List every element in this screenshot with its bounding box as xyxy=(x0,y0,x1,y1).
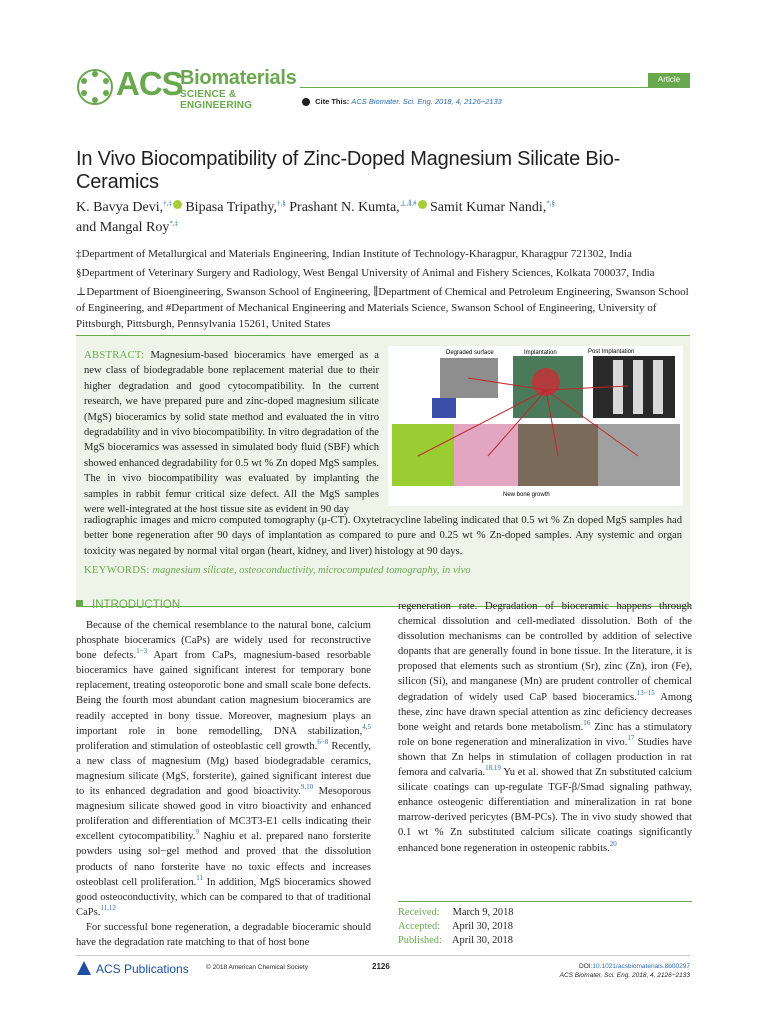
author-name[interactable]: and Mangal Roy xyxy=(76,220,170,235)
label-new-bone: New bone growth xyxy=(503,492,550,498)
paragraph: For successful bone regeneration, a degradable bioceramic should have the degradation rate matching to that of host bone xyxy=(76,921,371,948)
doi-link[interactable]: 10.1021/acsbiomaterials.8b00297 xyxy=(592,963,690,970)
journal-logo xyxy=(76,66,296,110)
section-square-icon xyxy=(76,600,83,607)
dates-rule xyxy=(398,901,692,902)
citation-link[interactable]: 1−3 xyxy=(136,647,148,656)
cite-detail-link[interactable]: 2018, 4, 2126−2133 xyxy=(434,97,502,106)
abstract-body: Magnesium-based bioceramics have emerged as a new class of biodegradable bone replacement material due to their higher degradation and good cytocompatibility. In the current research, we have prepared pure and zinc-doped magnesium silicate (MgS) bioceramics by solid state method and evaluated the in vitro degradability and in vivo biocompatibility. In vitro degradation of the MgS bioceramics was assessed in simulated body fluid (SBF) which showed enhanced degradability for 0.5 wt % Zn doped MgS samples. The in vivo biocompatibility was evaluated by implanting the samples in rabbit femur critical size defect. All the MgS samples were well-integrated at the host tissue site as evident in 90 day xyxy=(84,350,379,516)
received-label: Received: xyxy=(398,907,440,918)
author-name[interactable]: Samit Kumar Nandi, xyxy=(430,200,547,215)
page-number: 2126 xyxy=(372,962,390,971)
label-post: Post Implantation xyxy=(588,349,635,355)
fluorescence-image xyxy=(392,424,454,486)
citation-link[interactable]: 17 xyxy=(627,733,635,742)
paragraph: Because of the chemical resemblance to the natural bone, calcium phosphate bioceramics (CaPs) are widely used for reconstructive bone defects.$^{1-3}$ Apart from CaPs, magnesium-based resorbable bioceramics have gained significant interest for temporary bone replacement, treating osteoporotic bone and small scale bone defects. Being the fourth most abundant cation magnesium bioceramics are readily accepted in bony tissue. Moreover, magnesium plays an important role in bone remodelling, DNA stabilization,$^{4,5}$ proliferation and stimulation of osteoblastic cell growth.$^{6-8}$ Recently, a new class of magnesium (Mg) based biodegradable ceramics, magnesium silicate (MgS, forsterite), gained significant interest due to its enhanced degradation and good bioactivity.$^{9,10}$ Mesoporous magnesium silicate showed good in vitro bioactivity and enhanced proliferation and differentiation of MC3T3-E1 cells indicating their excellent cytocompatibility.$^9$ Naghiu et al. prepared nano forsterite powders using sol−gel method and proved that the dissolution products of nano forsterite have no toxic effects and increases osteoblast cell proliferation.$^{11}$ In addition, MgS bioceramics showed good osteoconductivity, which can be compared to that of traditional CaPs.$^{11,12}$ xyxy=(76,620,371,918)
citation-link[interactable]: 13−15 xyxy=(636,688,655,697)
affiliations xyxy=(76,246,691,335)
left-column xyxy=(76,618,371,950)
keywords-label: KEYWORDS: xyxy=(84,565,150,576)
author-affiliation-marks: †,§ xyxy=(277,199,286,208)
affiliation: §Department of Veterinary Surgery and Radiology, West Bengal University of Animal and Fishery Sciences, Kolkata 700037, India xyxy=(76,267,655,279)
header-rule xyxy=(300,87,690,88)
orcid-icon[interactable] xyxy=(173,200,182,209)
doi-block: DOI:10.1021/acsbiomaterials.8b00297 ACS Biomater. Sci. Eng. 2018, 4, 2126−2133 xyxy=(559,963,690,979)
abstract-box xyxy=(76,335,690,607)
author-affiliation-marks: †,‡ xyxy=(163,199,172,208)
published-date: April 30, 2018 xyxy=(452,935,513,946)
citation-link[interactable]: 16 xyxy=(583,718,591,727)
abstract-label: ABSTRACT: xyxy=(84,350,145,361)
article-title: In Vivo Biocompatibility of Zinc-Doped Magnesium Silicate Bio-Ceramics xyxy=(76,148,621,193)
paragraph: regeneration rate. Degradation of bioceramic happens through chemical dissolution and cell-mediated dissolution. Both of the dissolution mechanisms can be controlled by addition of selective dopants that are generally found in bone tissue. In the literature, it is proposed that elements such as strontium (Sr), zinc (Zn), iron (Fe), silicon (Si), and manganese (Mn) are prudent controller of chemical degradation of widely used CaP based bioceramics.$^{13-15}$ Among these, zinc have drawn special attention as zinc deficiency decreases bone weight and retards bone metabolism.$^{16}$ Zinc has a stimulatory role on bone regeneration and mineralization in vivo.$^{17}$ Studies have shown that Zn helps in stimulation of collagen production in rat femora and calvaria.$^{18,19}$ Yu et al. showed that Zn substituted calcium silicate coatings can up-regulate TGF-β/Smad signaling pathway, enhance osteogenic differentiation and mineralization in rat bone marrow-derived pericytes (BM-PCs). The in vivo study showed that 0.1 wt % Zn substituted calcium silicate coatings significantly enhanced bone regeneration in osteopenic rabbits.$^{20}$ xyxy=(398,601,692,854)
citation-link[interactable]: 18,19 xyxy=(485,764,501,773)
received-date: March 9, 2018 xyxy=(452,907,514,918)
citation-link[interactable]: 9 xyxy=(195,828,199,837)
affiliation: ⊥Department of Bioengineering, Swanson School of Engineering, ∥Department of Chemical and Petroleum Engineering, Swanson School of Engineering, and #Department of Mechanical Engineering and Materials Science, Swanson School of Engineering, University of Pittsburgh, Pittsburgh, Pennsylvania 15261, United States xyxy=(76,286,689,330)
logo-acs-text: ACS xyxy=(116,65,183,102)
affiliation: ‡Department of Metallurgical and Materials Engineering, Indian Institute of Technology-Kharagpur, Kharagpur 721302, India xyxy=(76,248,632,260)
published-label: Published: xyxy=(398,935,442,946)
ct-image xyxy=(598,424,680,486)
article-type-badge: Article xyxy=(648,73,690,87)
mapping-image xyxy=(432,398,456,418)
copyright: © 2018 American Chemical Society xyxy=(206,964,308,971)
cite-this[interactable] xyxy=(302,97,502,106)
publication-dates xyxy=(398,906,514,948)
author-list xyxy=(76,198,686,238)
citation-link[interactable]: 20 xyxy=(609,839,617,848)
citation-link[interactable]: 11 xyxy=(196,873,204,882)
author-affiliation-marks: *,§ xyxy=(546,199,556,208)
section-heading-introduction: INTRODUCTION xyxy=(76,599,180,611)
orcid-icon[interactable] xyxy=(418,200,427,209)
footer-rule xyxy=(76,955,690,956)
graphical-abstract xyxy=(388,346,683,506)
citation-line: ACS Biomater. Sci. Eng. 2018, 4, 2126−2133 xyxy=(559,972,690,979)
author-name[interactable]: Prashant N. Kumta, xyxy=(289,200,400,215)
logo-biomaterials-text: Biomaterials xyxy=(180,67,297,89)
label-implantation: Implantation xyxy=(524,350,557,356)
author-affiliation-marks: ⊥,∥,# xyxy=(399,199,417,208)
keywords-value: magnesium silicate, osteoconductivity, microcomputed tomography, in vivo xyxy=(152,565,471,576)
label-degraded: Degraded surface xyxy=(446,350,494,356)
author-name[interactable]: K. Bavya Devi, xyxy=(76,200,164,215)
citation-link[interactable]: 9,10 xyxy=(300,783,314,792)
accepted-label: Accepted: xyxy=(398,921,441,932)
abstract-text-wide: radiographic images and micro computed tomography (μ-CT). Oxytetracycline labeling indicated that 0.5 wt % Zn doped MgS samples had better bone regeneration after 90 days of implantation as compared to pure and 0.25 wt % Zn-doped samples. Any systemic and organ toxicity was negated by normal vital organ (heart, kidney, and liver) histology at 90 days. xyxy=(84,515,682,557)
keywords xyxy=(84,563,682,578)
cite-label: Cite This: xyxy=(315,97,350,106)
acs-publications-logo[interactable]: ACS Publications xyxy=(76,960,189,976)
acs-logo-icon xyxy=(76,68,114,106)
acs-publications-icon xyxy=(76,960,92,976)
author-affiliation-marks: *,‡ xyxy=(169,219,179,228)
citation-link[interactable]: 6−8 xyxy=(317,737,329,746)
citation-link[interactable]: 4,5 xyxy=(362,722,371,731)
author-name[interactable]: Bipasa Tripathy, xyxy=(185,200,277,215)
abstract-text-narrow xyxy=(84,348,379,517)
citation-link[interactable]: 11,12 xyxy=(100,903,116,912)
accepted-date: April 30, 2018 xyxy=(452,921,513,932)
cite-journal-link[interactable]: ACS Biomater. Sci. Eng. xyxy=(351,97,433,106)
cite-icon xyxy=(302,98,310,106)
right-column xyxy=(398,599,692,856)
logo-subtitle-text: SCIENCE & ENGINEERING xyxy=(180,89,253,111)
